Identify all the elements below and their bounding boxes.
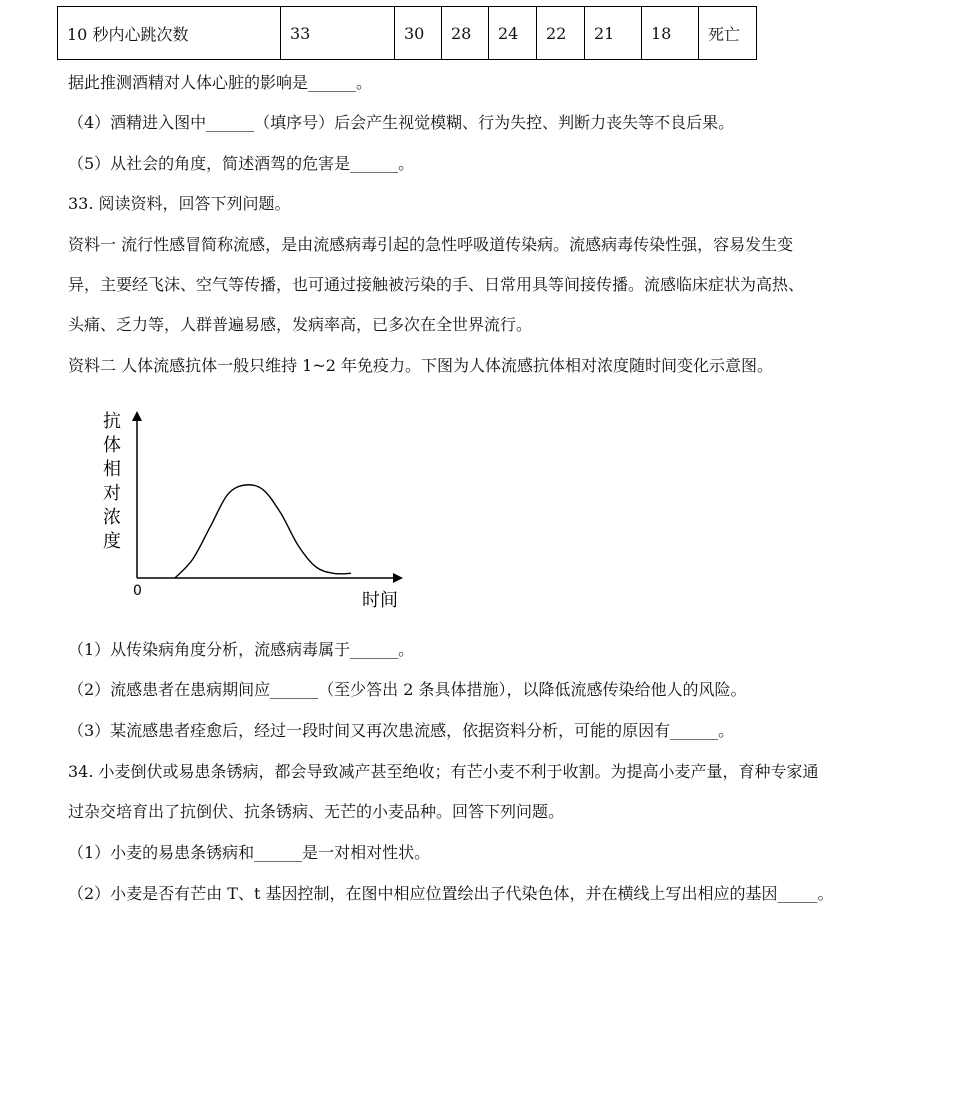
y-axis-label-char: 对	[103, 483, 121, 504]
y-axis-label-char: 体	[103, 435, 121, 456]
table-cell: 24	[489, 7, 537, 60]
table-cell: 死亡	[699, 7, 757, 60]
q34-stem-line2: 过杂交培育出了抗倒伏、抗条锈病、无芒的小麦品种。回答下列问题。	[68, 802, 565, 821]
table-cell: 33	[281, 7, 395, 60]
q33-material1-line2: 异，主要经飞沫、空气等传播，也可通过接触被污染的手、日常用具等间接传播。流感临床症状为高热、	[68, 275, 805, 294]
y-axis-label-char: 度	[103, 531, 121, 552]
q32-part4: （4）酒精进入图中______（填序号）后会产生视觉模糊、行为失控、判断力丧失等不良后果。	[68, 113, 735, 132]
y-axis-label-char: 相	[103, 459, 121, 480]
q33-material1-line1: 资料一 流行性感冒简称流感，是由流感病毒引起的急性呼吸道传染病。流感病毒传染性强，容易发生变	[68, 235, 794, 254]
table-cell: 28	[442, 7, 489, 60]
q32-part5: （5）从社会的角度，简述酒驾的危害是______。	[68, 154, 415, 173]
q33-title: 33. 阅读资料，回答下列问题。	[68, 194, 291, 213]
q33-part2: （2）流感患者在患病期间应______（至少答出 2 条具体措施），以降低流感传染给他人的风险。	[68, 680, 747, 699]
y-axis-label-char: 抗	[103, 411, 121, 432]
table-cell: 22	[537, 7, 585, 60]
q33-material1-line3: 头痛、乏力等，人群普遍易感，发病率高，已多次在全世界流行。	[68, 315, 533, 334]
antibody-curve	[175, 485, 351, 578]
q33-material2-line1: 资料二 人体流感抗体一般只维持 1~2 年免疫力。下图为人体流感抗体相对浓度随时间变化示意图。	[68, 356, 774, 375]
q34-stem-line1: 34. 小麦倒伏或易患条锈病，都会导致减产甚至绝收；有芒小麦不利于收割。为提高小麦产量，育种专家通	[68, 762, 819, 781]
x-axis-label: 时间	[362, 590, 398, 611]
heart-rate-table	[57, 6, 757, 60]
q33-part3: （3）某流感患者痊愈后，经过一段时间又再次患流感，依据资料分析，可能的原因有______。	[68, 721, 735, 740]
table-cell: 21	[585, 7, 642, 60]
q32-inference-line: 据此推测酒精对人体心脏的影响是______。	[68, 73, 373, 92]
table-cell: 18	[642, 7, 699, 60]
table-header-cell: 10 秒内心跳次数	[58, 7, 281, 60]
q34-part1: （1）小麦的易患条锈病和______是一对相对性状。	[68, 843, 431, 862]
q34-part2: （2）小麦是否有芒由 T、t 基因控制，在图中相应位置绘出子代染色体，并在横线上写出相应的基因_____。	[68, 884, 834, 903]
antibody-chart	[95, 405, 415, 615]
y-axis-label	[103, 411, 121, 552]
y-axis-label-char: 浓	[103, 507, 121, 528]
table-row	[58, 7, 757, 60]
origin-label: 0	[133, 583, 142, 599]
q33-part1: （1）从传染病角度分析，流感病毒属于______。	[68, 640, 415, 659]
table-cell: 30	[395, 7, 442, 60]
